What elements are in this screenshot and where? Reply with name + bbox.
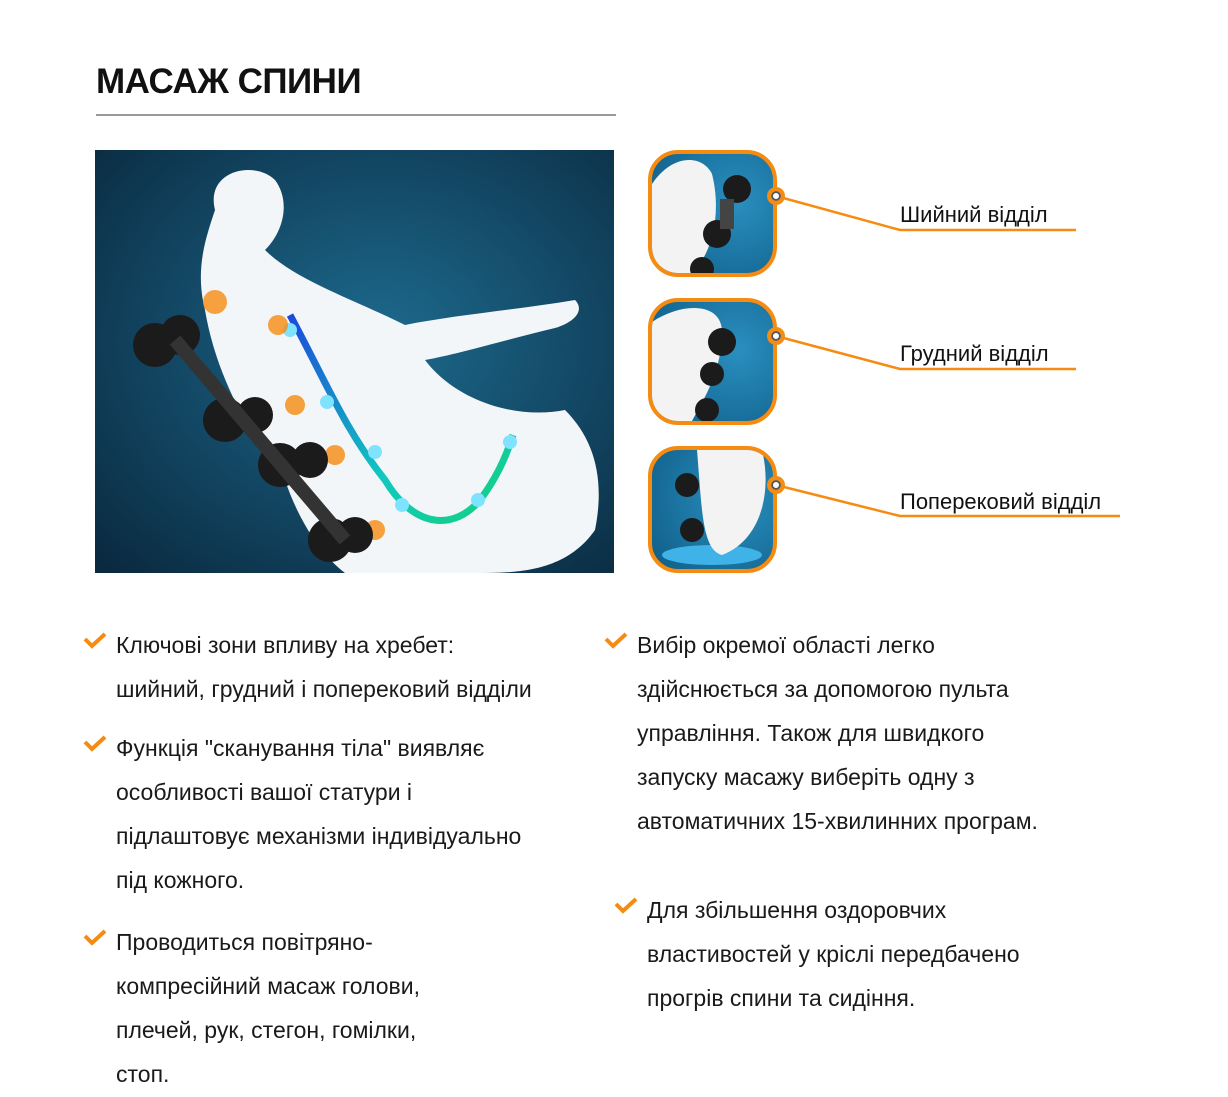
bullet-area-selection xyxy=(637,623,1038,843)
bullet-line: під кожного. xyxy=(116,867,245,893)
bullet-line: Вибір окремої області легко xyxy=(637,632,935,658)
thoracic-zone-marker xyxy=(767,327,785,345)
bullet-line: Для збільшення оздоровчих xyxy=(647,897,947,923)
bullet-line: плечей, рук, стегон, гомілки, xyxy=(116,1017,417,1043)
bullet-line: Ключові зони впливу на хребет: xyxy=(116,632,455,658)
bullet-line: управління. Також для швидкого xyxy=(637,720,985,746)
bullet-line: Функція "сканування тіла" виявляє xyxy=(116,735,485,761)
bullet-line: стоп. xyxy=(116,1061,170,1087)
bullet-line: властивостей у кріслі передбачено xyxy=(647,941,1020,967)
check-icon xyxy=(83,631,107,649)
bullet-line: Проводиться повітряно- xyxy=(116,929,373,955)
bullet-line: прогрів спини та сидіння. xyxy=(647,985,916,1011)
lumbar-zone-label: Поперековий відділ xyxy=(900,489,1102,514)
bullet-spine-zones xyxy=(116,623,532,711)
neck-zone-marker xyxy=(767,187,785,205)
lumbar-zone-thumbnail xyxy=(648,446,777,573)
bullet-line: здійснюється за допомогою пульта xyxy=(637,676,1009,702)
bullet-air-compression xyxy=(116,920,420,1096)
page-title: МАСАЖ СПИНИ xyxy=(96,62,362,101)
bullet-line: особливості вашої статури і xyxy=(116,779,413,805)
thoracic-zone-thumbnail xyxy=(648,298,777,425)
neck-zone-thumbnail xyxy=(648,150,777,277)
check-icon xyxy=(614,896,638,914)
bullet-line: компресійний масаж голови, xyxy=(116,973,420,999)
bullet-line: запуску масажу виберіть одну з xyxy=(637,764,975,790)
bullet-line: автоматичних 15-хвилинних програм. xyxy=(637,808,1038,834)
thoracic-zone-label: Грудний відділ xyxy=(900,341,1049,366)
check-icon xyxy=(83,928,107,946)
bullet-heating xyxy=(647,888,1020,1020)
lumbar-zone-marker xyxy=(767,476,785,494)
bullet-line: шийний, грудний і поперековий відділи xyxy=(116,676,532,702)
check-icon xyxy=(83,734,107,752)
check-icon xyxy=(604,631,628,649)
bullet-body-scan xyxy=(116,726,521,902)
neck-zone-label: Шийний відділ xyxy=(900,202,1048,227)
bullet-line: підлаштовує механізми індивідуально xyxy=(116,823,522,849)
